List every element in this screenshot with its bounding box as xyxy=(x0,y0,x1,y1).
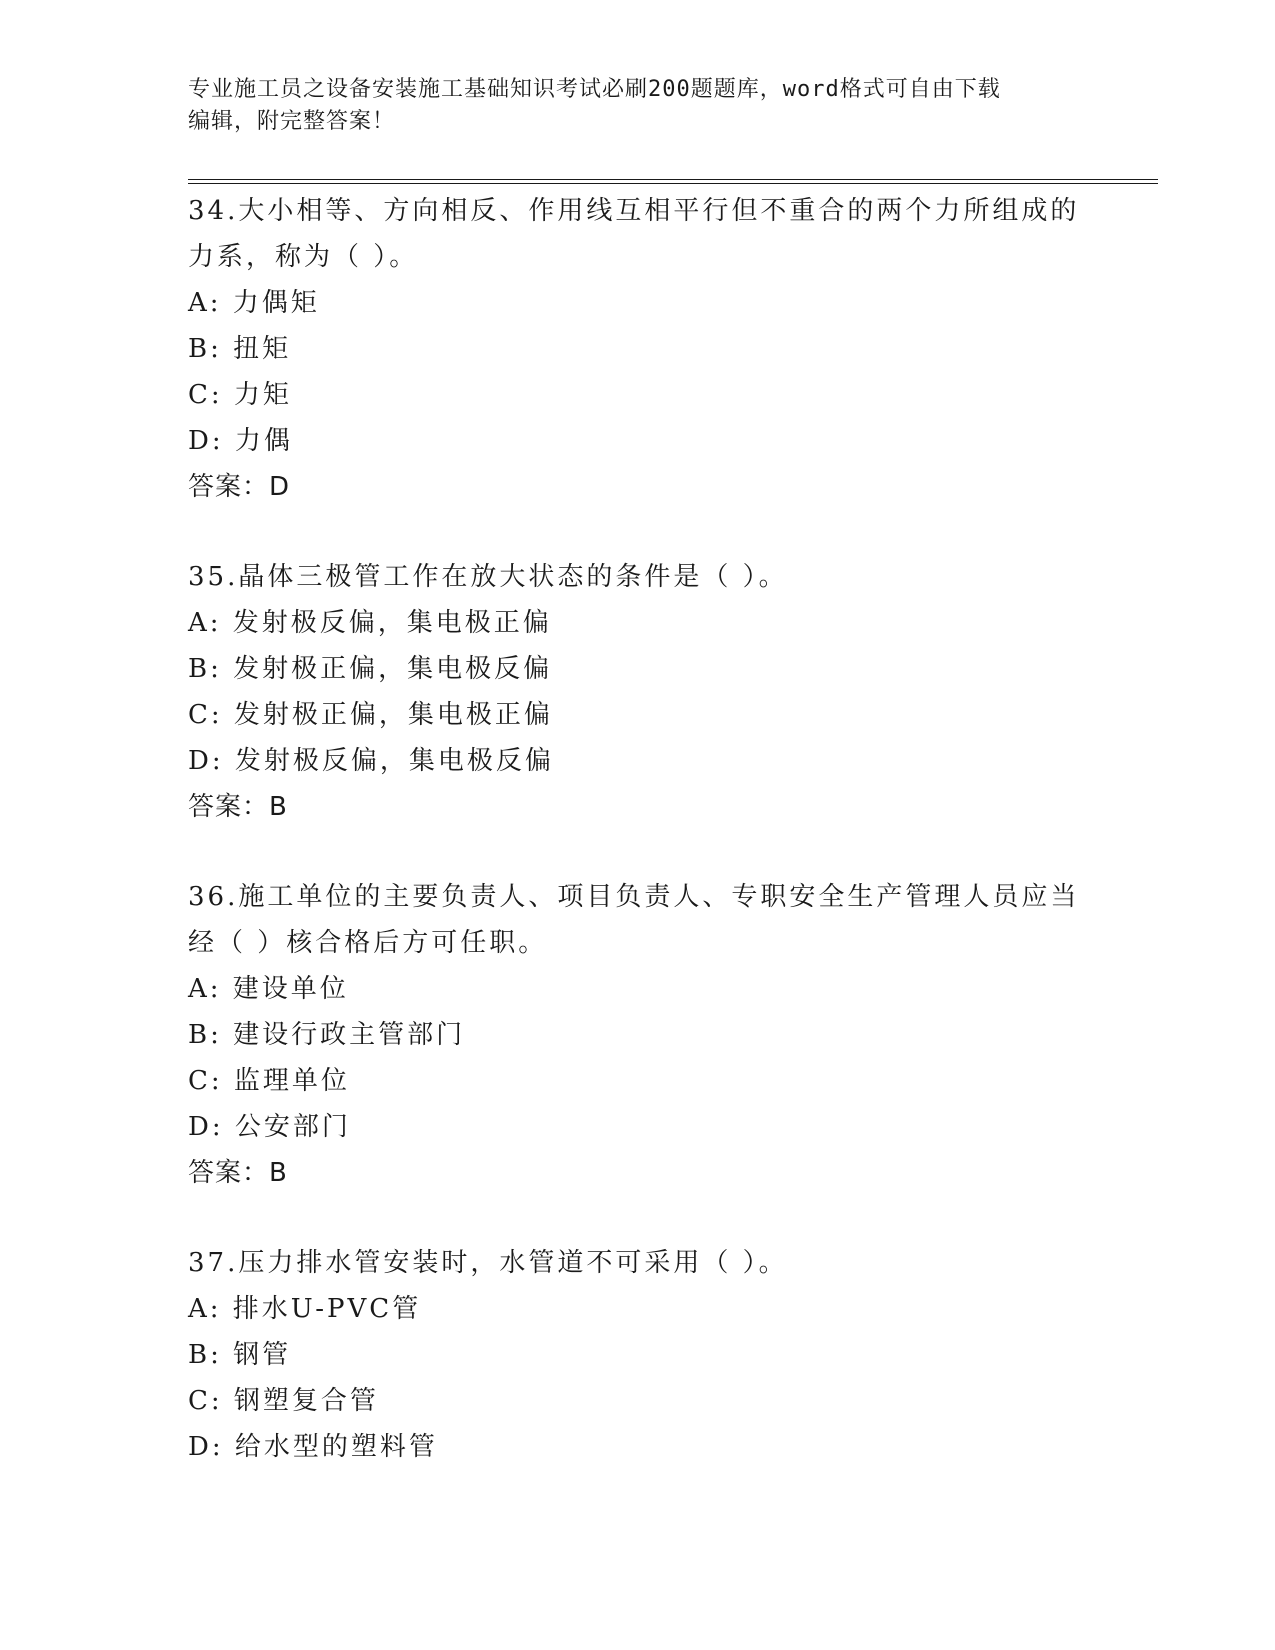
option-d: D: 公安部门 xyxy=(188,1112,351,1142)
option-b: B: 扭矩 xyxy=(188,334,292,364)
question-37 xyxy=(188,1240,1088,1470)
option-a: A: 发射极反偏，集电极正偏 xyxy=(188,608,552,638)
question-list xyxy=(188,188,1088,1514)
question-text: 35.晶体三极管工作在放大状态的条件是（ ）。 xyxy=(188,562,788,592)
option-c: C: 发射极正偏，集电极正偏 xyxy=(188,700,553,730)
option-a: A: 力偶矩 xyxy=(188,288,320,318)
question-34 xyxy=(188,188,1088,510)
question-text: 34.大小相等、方向相反、作用线互相平行但不重合的两个力所组成的 xyxy=(188,196,1080,226)
option-d: D: 给水型的塑料管 xyxy=(188,1432,438,1462)
option-c: C: 监理单位 xyxy=(188,1066,350,1096)
question-text: 36.施工单位的主要负责人、项目负责人、专职安全生产管理人员应当 xyxy=(188,882,1080,912)
header-divider-bottom xyxy=(188,183,1158,184)
option-a: A: 排水U-PVC管 xyxy=(188,1294,422,1324)
option-c: C: 力矩 xyxy=(188,380,292,410)
answer: 答案：D xyxy=(188,472,291,502)
question-text-continued: 力系，称为（ ）。 xyxy=(188,242,419,272)
option-a: A: 建设单位 xyxy=(188,974,349,1004)
answer: 答案：B xyxy=(188,1158,288,1188)
document-header xyxy=(188,74,1088,138)
header-line-2: 编辑，附完整答案！ xyxy=(188,109,396,134)
question-text-continued: 经（ ）核合格后方可任职。 xyxy=(188,928,548,958)
answer: 答案：B xyxy=(188,792,288,822)
question-36 xyxy=(188,874,1088,1196)
question-35 xyxy=(188,554,1088,830)
option-d: D: 发射极反偏，集电极反偏 xyxy=(188,746,554,776)
question-text: 37.压力排水管安装时，水管道不可采用（ ）。 xyxy=(188,1248,788,1278)
option-d: D: 力偶 xyxy=(188,426,293,456)
header-divider-top xyxy=(188,179,1158,180)
option-b: B: 钢管 xyxy=(188,1340,292,1370)
header-line-1: 专业施工员之设备安装施工基础知识考试必刷200题题库，word格式可自由下载 xyxy=(188,77,1001,102)
option-b: B: 发射极正偏，集电极反偏 xyxy=(188,654,553,684)
option-b: B: 建设行政主管部门 xyxy=(188,1020,466,1050)
option-c: C: 钢塑复合管 xyxy=(188,1386,379,1416)
